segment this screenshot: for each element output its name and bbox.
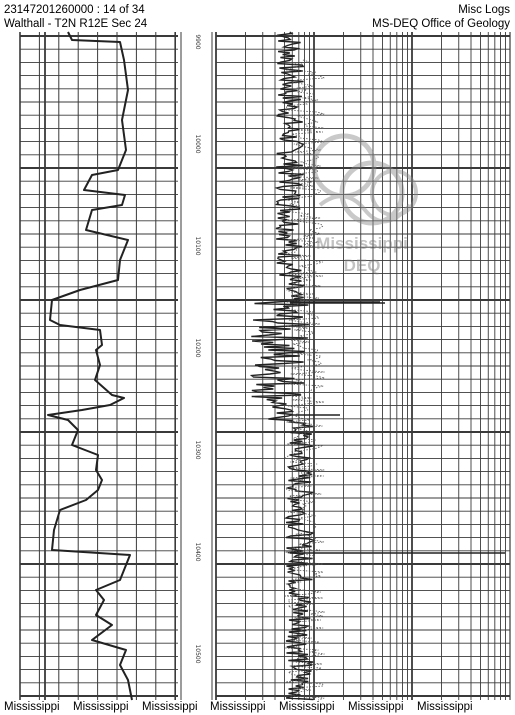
footer-label: Mississippi — [210, 701, 266, 713]
depth-mark-label: 10500 — [194, 644, 201, 664]
depth-mark-label: 10000 — [194, 134, 201, 154]
footer-label: Mississippi — [142, 701, 198, 713]
depth-mark-label: 10100 — [194, 236, 201, 256]
depth-mark-label: 9900 — [194, 34, 201, 50]
footer-label: Mississippi — [279, 701, 335, 713]
footer-label: Mississippi — [348, 701, 404, 713]
depth-mark-label: 10400 — [194, 542, 201, 562]
mississippi-deq-watermark — [314, 136, 416, 275]
log-type: Misc Logs — [458, 4, 510, 16]
document-id: 23147201260000 : 14 of 34 — [4, 4, 145, 16]
depth-mark-label: 10300 — [194, 440, 201, 460]
well-location: Walthall - T2N R12E Sec 24 — [4, 18, 148, 30]
footer-watermark-row — [0, 700, 515, 715]
office-name: MS-DEQ Office of Geology — [372, 18, 510, 30]
footer-label: Mississippi — [4, 701, 60, 713]
footer-label: Mississippi — [417, 701, 473, 713]
watermark-text-deq: DEQ — [343, 256, 381, 275]
footer-label: Mississippi — [73, 701, 129, 713]
depth-mark-label: 10200 — [194, 338, 201, 358]
depth-track — [181, 32, 212, 715]
watermark-text-mississippi: Mississippi — [316, 234, 408, 253]
